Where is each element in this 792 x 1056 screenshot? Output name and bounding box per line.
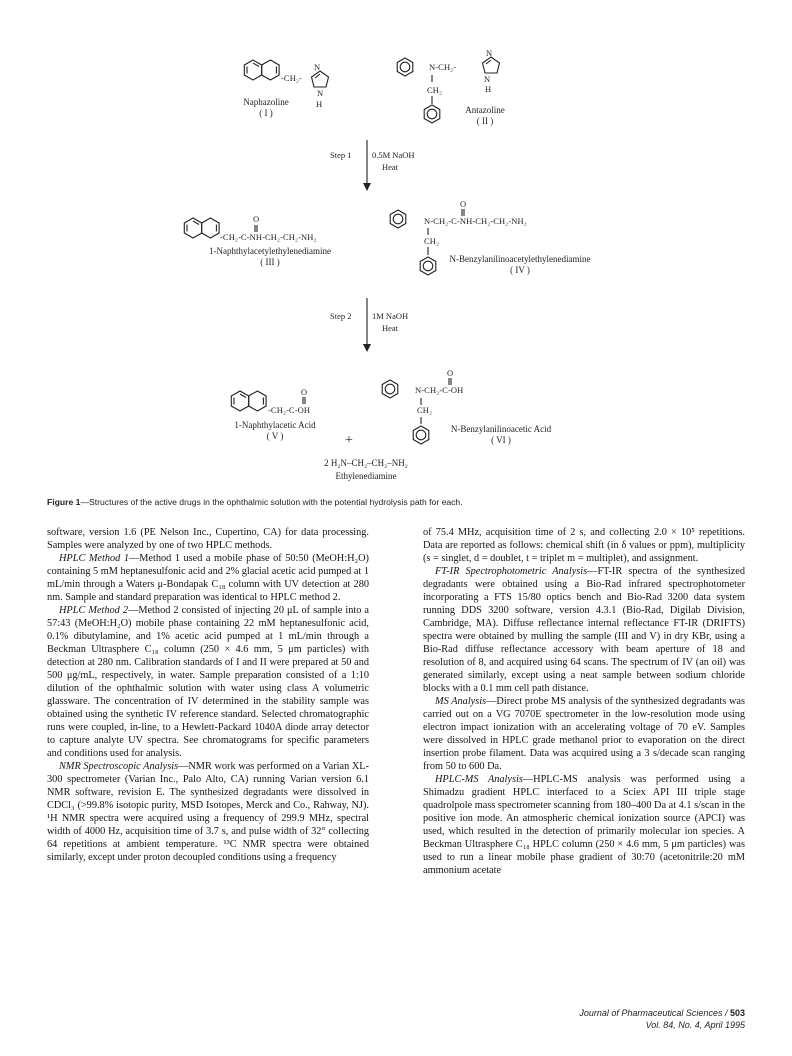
- right-column: [423, 526, 745, 877]
- antazoline-n1: N: [486, 48, 493, 58]
- naphazoline-imidazoline-ring: [312, 71, 329, 87]
- antazoline-number: ( II ): [476, 116, 494, 126]
- hydrolysis-scheme: [0, 0, 792, 488]
- antazoline-ch2: CH₂: [427, 85, 443, 95]
- compound-iv-name: N-Benzylanilinoacetylethylenediamine: [449, 254, 591, 264]
- paragraph: [423, 526, 745, 565]
- page-number: 503: [729, 1008, 745, 1018]
- compound-vi-oxygen: O: [447, 368, 454, 378]
- compound-iv-number: ( IV ): [510, 265, 530, 275]
- paragraph-text: —HPLC-MS analysis was performed using a Shimadzu gradient HPLC interfaced to a Sciex API III triple stage quadrolpole mass spectrometer scanning from 180–400 Da at 4.1 s/scan in the positive ion mode. An atmospheric chemical ionization source (APCI) was used, which resulted in the detection of primarily molecular ion species. A Beckman Ultrasphere C₁₈ HPLC column (250 × 4.6 mm, 5 μm particles) was used to run a linear mobile phase gradient of 30:70 (acetonitrile:20 mM ammonium acetate: [423, 774, 745, 876]
- antazoline-imidazoline-ring: [483, 57, 500, 73]
- compound-iv-benzyl-ring: [420, 257, 436, 275]
- compound-vi-ch2: CH₂: [417, 405, 433, 415]
- compound-iii-chain: -CH₂-C-NH-CH₂-CH₂-NH₂: [220, 232, 317, 242]
- paragraph-heading: HPLC Method 1: [59, 553, 129, 564]
- compound-vi-number: ( VI ): [491, 435, 511, 445]
- compound-iv-oxygen: O: [460, 199, 467, 209]
- paragraph: [423, 695, 745, 773]
- naphazoline-n2: N: [317, 88, 324, 98]
- left-column: [47, 526, 369, 864]
- step2-reagent: 1M NaOH: [372, 311, 409, 321]
- paragraph-text: —FT-IR spectra of the synthesized degradants were obtained using a Bio-Rad infrared spectrophotometer incorporating a FTS 15/80 optics bench and Bio-Rad 3200 data system running DDS 3200 software, version 4.3.1 (Bio-Rad, Digilab Division, Cambridge, MA). Diffuse reflectance internal reflectance FT-IR (DRIFTS) spectra were obtained by mulling the sample (III and V) in dry KBr, using a Bio-Rad diffuse reflectance accessory with beam aperture of 18 and resolution of 8, and acquired using 64 scans. The spectrum of IV (an oil) was generated similarly, except using a neat sample between sodium chloride blocks with a 0.1 mm cell path distance.: [423, 566, 745, 694]
- naphazoline-n1: N: [314, 62, 321, 72]
- compound-iv-phenyl-ring: [390, 210, 406, 228]
- naphazoline-h: H: [316, 99, 323, 109]
- paragraph-text: of 75.4 MHz, acquisition time of 2 s, and collecting 2.0 × 10⁵ repetitions. Data are reported as follows: chemical shift (in δ values or ppm), multiplicity (s = singlet, d = doublet, t = triplet m = multiplet), and assignment.: [423, 527, 745, 564]
- footer-journal-line: [579, 1007, 745, 1019]
- ethylenediamine-name: Ethylenediamine: [335, 471, 397, 481]
- step2-label: Step 2: [330, 311, 352, 321]
- antazoline-link: N-CH₂-: [429, 62, 457, 72]
- paragraph: [47, 760, 369, 864]
- figure-caption: [47, 497, 747, 507]
- paragraph-text: —Direct probe MS analysis of the synthesized degradants was carried out on a VG 7070E spectrometer in the low-resolution mode using electron impact ionization with an accelerating voltage of 70 eV. Samples were dissolved in HPLC grade methanol prior to evaporation on the direct insertion probe filament. Data was acquired using a 3 s/decade scan ranging from 50 to 600 Da.: [423, 696, 745, 772]
- compound-vi-chain: N-CH₂-C-OH: [415, 385, 464, 395]
- paragraph-text: —NMR work was performed on a Varian XL-300 spectrometer (Varian Inc., Palo Alto, CA) running Varian version 6.1 NMR software, revision E. The synthesized degradants were dissolved in CDCl₃ (>99.8% isotopic purity, MSD Isotopes, Merck and Co., Rahway, NJ). ¹H NMR spectra were acquired using a frequency of 299.9 MHz, spectral width of 4000 Hz, acquisition time of 3.7 s, and pulse width of 32° collecting 64 repetitions at ambient temperature. ¹³C NMR spectra were obtained similarly, except under proton decoupled conditions using a frequency: [47, 761, 369, 863]
- issue-info: Vol. 84, No. 4, April 1995: [645, 1020, 745, 1030]
- compound-iii-naphthalene-ring: [184, 218, 219, 238]
- compound-iii-number: ( III ): [260, 257, 280, 267]
- paragraph-heading: HPLC Method 2: [59, 605, 129, 616]
- figure-label: Figure 1: [47, 497, 81, 507]
- paragraph-text: —Method 2 consisted of injecting 20 μL of sample into a 57:43 (MeOH:H₂O) mobile phase containing 22 mM heptanesulfonic acid, 0.1% dibutylamine, and 1% acetic acid pumped at 1 mL/min through a Beckman Ultrasphere C₁₈ column (250 × 4.6 mm, 5 μm particles) with detection at 280 nm. Calibration standards of I and II were prepared at 50 and 500 μg/mL, respectively, in water. Sample preparation consisted of a 1:10 dilution of the ophthalmic solution with water using class A volumetric glassware. The concentration of IV determined in the stability sample was obtained using the synthetic IV reference standard. Selected chromatographic runs were coupled, in-line, to a Hewlett-Packard 1040A diode array detector to capture analyte UV spectra. See chromatograms for specific parameters and conditions used for analysis.: [47, 605, 369, 759]
- antazoline-n2: N: [484, 74, 491, 84]
- paragraph: [423, 565, 745, 695]
- compound-v-naphthalene-ring: [231, 391, 266, 411]
- compound-iv-chain: N-CH₂-C-NH-CH₂-CH₂-NH₂: [424, 216, 527, 226]
- figure-caption-text: —Structures of the active drugs in the ophthalmic solution with the potential hydrolysis path for each.: [80, 497, 463, 507]
- compound-iv-ch2: CH₂: [424, 236, 440, 246]
- antazoline-phenyl-ring: [397, 58, 413, 76]
- plus-sign: +: [345, 433, 353, 448]
- paragraph: [47, 604, 369, 760]
- paragraph-heading: FT-IR Spectrophotometric Analysis: [435, 566, 588, 577]
- paragraph-heading: HPLC-MS Analysis: [435, 774, 523, 785]
- compound-v-name: 1-Naphthylacetic Acid: [234, 420, 316, 430]
- compound-iii-oxygen: O: [253, 214, 260, 224]
- paragraph-text: software, version 1.6 (PE Nelson Inc., Cupertino, CA) for data processing. Samples were analyzed by one of two HPLC methods.: [47, 527, 369, 551]
- paragraph-heading: MS Analysis: [435, 696, 487, 707]
- antazoline-benzyl-ring: [424, 105, 440, 123]
- step1-condition: Heat: [382, 162, 399, 172]
- compound-v-chain: -CH₂-C-OH: [268, 405, 311, 415]
- naphazoline-number: ( I ): [259, 108, 273, 118]
- page-footer: [579, 1007, 745, 1031]
- paragraph-text: —Method 1 used a mobile phase of 50:50 (MeOH:H₂O) containing 5 mM heptanesulfonic acid and 2% glacial acetic acid pumped at 1 mL/min through a Waters μ-Bondapak C₁₈ column with UV detection at 280 nm. Sample and standard preparation was identical to HPLC method 2.: [47, 553, 369, 603]
- compound-vi-name: N-Benzylanilinoacetic Acid: [450, 424, 552, 434]
- naphazoline-name: Naphazoline: [243, 97, 289, 107]
- paragraph: [47, 552, 369, 604]
- step1-reagent: 0.5M NaOH: [372, 150, 415, 160]
- paragraph: [47, 526, 369, 552]
- compound-vi-phenyl-ring: [382, 380, 398, 398]
- compound-v-oxygen: O: [301, 387, 308, 397]
- step1-label: Step 1: [330, 150, 352, 160]
- naphazoline-link: -CH₂-: [281, 73, 302, 83]
- compound-v-number: ( V ): [266, 431, 284, 441]
- compound-iii-name: 1-Naphthylacetylethylenediamine: [209, 246, 331, 256]
- naphazoline-naphthalene-ring: [244, 60, 279, 80]
- antazoline-h: H: [485, 84, 492, 94]
- paragraph: [423, 773, 745, 877]
- step2-condition: Heat: [382, 323, 399, 333]
- journal-name: Journal of Pharmaceutical Sciences /: [579, 1008, 728, 1018]
- ethylenediamine-formula: 2 H₂N–CH₂–CH₂–NH₂: [324, 458, 408, 468]
- antazoline-name: Antazoline: [465, 105, 505, 115]
- paragraph-heading: NMR Spectroscopic Analysis: [59, 761, 179, 772]
- scheme-drawing: [0, 0, 792, 488]
- compound-vi-benzyl-ring: [413, 426, 429, 444]
